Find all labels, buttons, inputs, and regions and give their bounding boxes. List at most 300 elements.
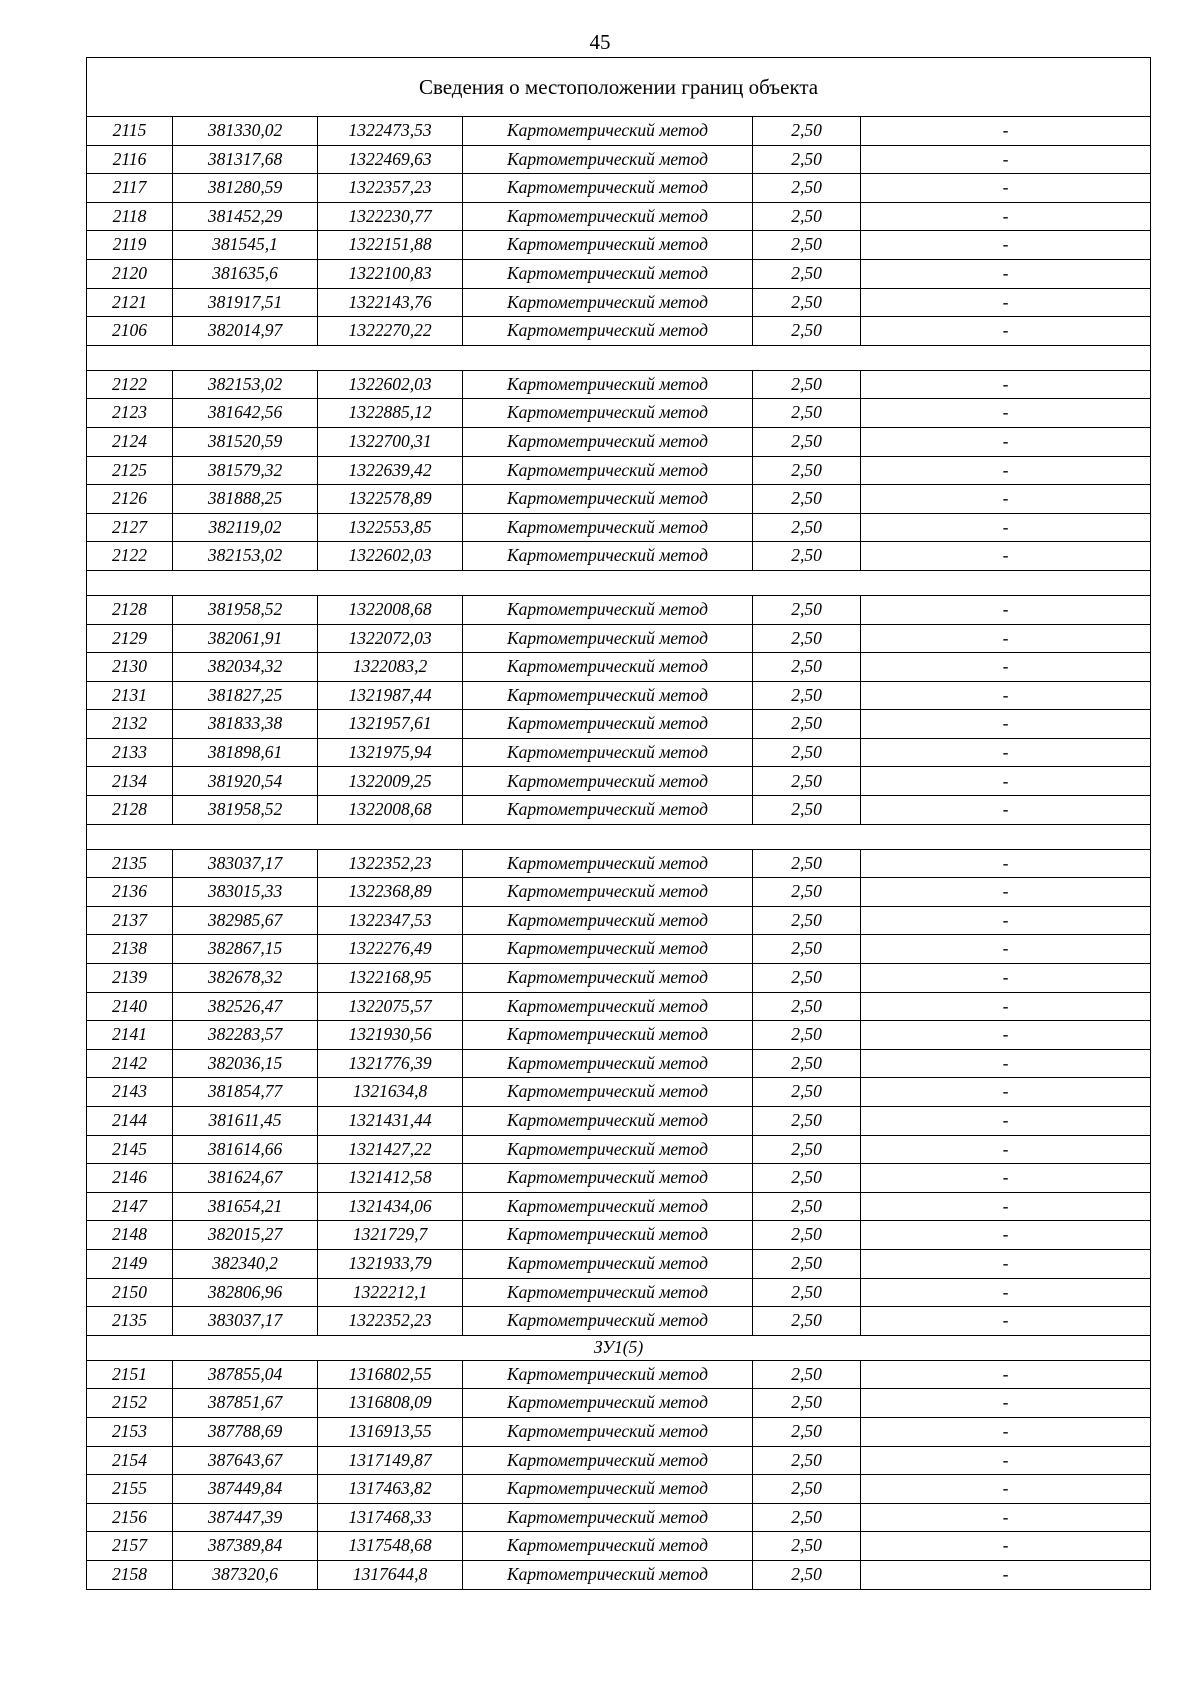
table-row [87,935,1151,964]
method-cell: Картометрический метод [463,288,753,317]
x-coordinate-cell: 382153,02 [173,542,318,571]
y-coordinate-cell: 1322008,68 [318,796,463,825]
method-cell: Картометрический метод [463,1360,753,1389]
accuracy-cell: 2,50 [753,399,861,428]
description-cell: - [861,542,1151,571]
y-coordinate-cell: 1322009,25 [318,767,463,796]
y-coordinate-cell: 1322473,53 [318,117,463,146]
x-coordinate-cell: 387320,6 [173,1560,318,1589]
accuracy-cell: 2,50 [753,1078,861,1107]
table-row [87,259,1151,288]
description-cell: - [861,935,1151,964]
point-number-cell: 2158 [87,1560,173,1589]
x-coordinate-cell: 381452,29 [173,202,318,231]
y-coordinate-cell: 1321987,44 [318,681,463,710]
method-cell: Картометрический метод [463,1560,753,1589]
y-coordinate-cell: 1322352,23 [318,1307,463,1336]
accuracy-cell: 2,50 [753,1475,861,1504]
table-row [87,117,1151,146]
table-row [87,399,1151,428]
description-cell: - [861,1135,1151,1164]
table-row [87,1389,1151,1418]
y-coordinate-cell: 1322553,85 [318,513,463,542]
point-number-cell: 2148 [87,1221,173,1250]
method-cell: Картометрический метод [463,1278,753,1307]
method-cell: Картометрический метод [463,117,753,146]
description-cell: - [861,485,1151,514]
method-cell: Картометрический метод [463,174,753,203]
method-cell: Картометрический метод [463,145,753,174]
description-cell: - [861,1503,1151,1532]
method-cell: Картометрический метод [463,1249,753,1278]
x-coordinate-cell: 381642,56 [173,399,318,428]
method-cell: Картометрический метод [463,1107,753,1136]
accuracy-cell: 2,50 [753,1417,861,1446]
method-cell: Картометрический метод [463,1049,753,1078]
y-coordinate-cell: 1317468,33 [318,1503,463,1532]
description-cell: - [861,1021,1151,1050]
accuracy-cell: 2,50 [753,456,861,485]
description-cell: - [861,1278,1151,1307]
x-coordinate-cell: 382014,97 [173,317,318,346]
description-cell: - [861,1560,1151,1589]
method-cell: Картометрический метод [463,878,753,907]
point-number-cell: 2115 [87,117,173,146]
y-coordinate-cell: 1321634,8 [318,1078,463,1107]
y-coordinate-cell: 1322083,2 [318,653,463,682]
description-cell: - [861,1360,1151,1389]
accuracy-cell: 2,50 [753,542,861,571]
x-coordinate-cell: 387855,04 [173,1360,318,1389]
x-coordinate-cell: 382806,96 [173,1278,318,1307]
accuracy-cell: 2,50 [753,288,861,317]
table-row [87,681,1151,710]
description-cell: - [861,427,1151,456]
description-cell: - [861,456,1151,485]
x-coordinate-cell: 382526,47 [173,992,318,1021]
table-row [87,653,1151,682]
method-cell: Картометрический метод [463,767,753,796]
x-coordinate-cell: 381545,1 [173,231,318,260]
description-cell: - [861,878,1151,907]
point-number-cell: 2153 [87,1417,173,1446]
y-coordinate-cell: 1322578,89 [318,485,463,514]
method-cell: Картометрический метод [463,1389,753,1418]
accuracy-cell: 2,50 [753,1532,861,1561]
point-number-cell: 2106 [87,317,173,346]
x-coordinate-cell: 387447,39 [173,1503,318,1532]
method-cell: Картометрический метод [463,1021,753,1050]
x-coordinate-cell: 381635,6 [173,259,318,288]
accuracy-cell: 2,50 [753,231,861,260]
method-cell: Картометрический метод [463,1307,753,1336]
contour-separator [87,824,1151,849]
x-coordinate-cell: 383037,17 [173,1307,318,1336]
x-coordinate-cell: 381624,67 [173,1164,318,1193]
method-cell: Картометрический метод [463,485,753,514]
table-row [87,1503,1151,1532]
table-row [87,485,1151,514]
x-coordinate-cell: 382015,27 [173,1221,318,1250]
method-cell: Картометрический метод [463,595,753,624]
x-coordinate-cell: 382119,02 [173,513,318,542]
accuracy-cell: 2,50 [753,710,861,739]
method-cell: Картометрический метод [463,935,753,964]
table-row [87,767,1151,796]
table-row [87,738,1151,767]
x-coordinate-cell: 381920,54 [173,767,318,796]
method-cell: Картометрический метод [463,1078,753,1107]
method-cell: Картометрический метод [463,1135,753,1164]
point-number-cell: 2157 [87,1532,173,1561]
x-coordinate-cell: 381898,61 [173,738,318,767]
y-coordinate-cell: 1322212,1 [318,1278,463,1307]
table-row [87,849,1151,878]
table-row [87,796,1151,825]
point-number-cell: 2128 [87,796,173,825]
y-coordinate-cell: 1316808,09 [318,1389,463,1418]
point-number-cell: 2132 [87,710,173,739]
y-coordinate-cell: 1322143,76 [318,288,463,317]
accuracy-cell: 2,50 [753,1503,861,1532]
accuracy-cell: 2,50 [753,653,861,682]
description-cell: - [861,992,1151,1021]
contour-separator [87,570,1151,595]
point-number-cell: 2152 [87,1389,173,1418]
accuracy-cell: 2,50 [753,1389,861,1418]
table-row [87,1221,1151,1250]
table-row [87,595,1151,624]
accuracy-cell: 2,50 [753,1049,861,1078]
x-coordinate-cell: 381854,77 [173,1078,318,1107]
x-coordinate-cell: 381280,59 [173,174,318,203]
table-row [87,174,1151,203]
table-row [87,1532,1151,1561]
point-number-cell: 2133 [87,738,173,767]
y-coordinate-cell: 1317463,82 [318,1475,463,1504]
description-cell: - [861,259,1151,288]
point-number-cell: 2151 [87,1360,173,1389]
method-cell: Картометрический метод [463,427,753,456]
point-number-cell: 2122 [87,542,173,571]
section-heading-row [87,1335,1151,1360]
table-row [87,145,1151,174]
table-row [87,906,1151,935]
y-coordinate-cell: 1322352,23 [318,849,463,878]
y-coordinate-cell: 1321933,79 [318,1249,463,1278]
description-cell: - [861,849,1151,878]
accuracy-cell: 2,50 [753,370,861,399]
point-number-cell: 2128 [87,595,173,624]
y-coordinate-cell: 1316802,55 [318,1360,463,1389]
description-cell: - [861,796,1151,825]
y-coordinate-cell: 1321729,7 [318,1221,463,1250]
accuracy-cell: 2,50 [753,878,861,907]
point-number-cell: 2121 [87,288,173,317]
accuracy-cell: 2,50 [753,1221,861,1250]
point-number-cell: 2130 [87,653,173,682]
point-number-cell: 2127 [87,513,173,542]
description-cell: - [861,317,1151,346]
table-row [87,370,1151,399]
point-number-cell: 2144 [87,1107,173,1136]
point-number-cell: 2143 [87,1078,173,1107]
method-cell: Картометрический метод [463,681,753,710]
point-number-cell: 2146 [87,1164,173,1193]
point-number-cell: 2123 [87,399,173,428]
description-cell: - [861,1192,1151,1221]
accuracy-cell: 2,50 [753,427,861,456]
accuracy-cell: 2,50 [753,849,861,878]
method-cell: Картометрический метод [463,1475,753,1504]
accuracy-cell: 2,50 [753,513,861,542]
method-cell: Картометрический метод [463,370,753,399]
description-cell: - [861,1164,1151,1193]
table-body [87,58,1151,1590]
method-cell: Картометрический метод [463,456,753,485]
table-row [87,1307,1151,1336]
x-coordinate-cell: 382034,32 [173,653,318,682]
x-coordinate-cell: 387851,67 [173,1389,318,1418]
table-row [87,288,1151,317]
accuracy-cell: 2,50 [753,145,861,174]
point-number-cell: 2116 [87,145,173,174]
table-row [87,1021,1151,1050]
method-cell: Картометрический метод [463,1164,753,1193]
description-cell: - [861,1389,1151,1418]
table-title: Сведения о местоположении границ объекта [87,58,1151,117]
y-coordinate-cell: 1321975,94 [318,738,463,767]
x-coordinate-cell: 382036,15 [173,1049,318,1078]
method-cell: Картометрический метод [463,259,753,288]
y-coordinate-cell: 1322469,63 [318,145,463,174]
table-row [87,710,1151,739]
method-cell: Картометрический метод [463,542,753,571]
x-coordinate-cell: 382867,15 [173,935,318,964]
description-cell: - [861,1249,1151,1278]
y-coordinate-cell: 1321930,56 [318,1021,463,1050]
y-coordinate-cell: 1322168,95 [318,964,463,993]
accuracy-cell: 2,50 [753,595,861,624]
y-coordinate-cell: 1322270,22 [318,317,463,346]
x-coordinate-cell: 382340,2 [173,1249,318,1278]
description-cell: - [861,231,1151,260]
x-coordinate-cell: 387788,69 [173,1417,318,1446]
x-coordinate-cell: 381958,52 [173,595,318,624]
accuracy-cell: 2,50 [753,174,861,203]
description-cell: - [861,1446,1151,1475]
accuracy-cell: 2,50 [753,1278,861,1307]
x-coordinate-cell: 382678,32 [173,964,318,993]
point-number-cell: 2125 [87,456,173,485]
point-number-cell: 2147 [87,1192,173,1221]
method-cell: Картометрический метод [463,317,753,346]
y-coordinate-cell: 1321412,58 [318,1164,463,1193]
x-coordinate-cell: 381317,68 [173,145,318,174]
x-coordinate-cell: 381888,25 [173,485,318,514]
x-coordinate-cell: 381520,59 [173,427,318,456]
description-cell: - [861,1307,1151,1336]
description-cell: - [861,1107,1151,1136]
y-coordinate-cell: 1322602,03 [318,542,463,571]
point-number-cell: 2141 [87,1021,173,1050]
point-number-cell: 2154 [87,1446,173,1475]
description-cell: - [861,1475,1151,1504]
accuracy-cell: 2,50 [753,1135,861,1164]
point-number-cell: 2129 [87,624,173,653]
table-row [87,1360,1151,1389]
x-coordinate-cell: 387449,84 [173,1475,318,1504]
boundary-coordinates-table [86,57,1151,1590]
method-cell: Картометрический метод [463,1503,753,1532]
accuracy-cell: 2,50 [753,738,861,767]
x-coordinate-cell: 381917,51 [173,288,318,317]
point-number-cell: 2117 [87,174,173,203]
accuracy-cell: 2,50 [753,1560,861,1589]
table-row [87,1278,1151,1307]
accuracy-cell: 2,50 [753,202,861,231]
table-row [87,1164,1151,1193]
description-cell: - [861,738,1151,767]
table-row [87,1078,1151,1107]
y-coordinate-cell: 1322276,49 [318,935,463,964]
method-cell: Картометрический метод [463,399,753,428]
accuracy-cell: 2,50 [753,624,861,653]
table-row [87,992,1151,1021]
method-cell: Картометрический метод [463,992,753,1021]
table-row [87,878,1151,907]
point-number-cell: 2118 [87,202,173,231]
section-heading: ЗУ1(5) [87,1335,1151,1360]
point-number-cell: 2142 [87,1049,173,1078]
description-cell: - [861,202,1151,231]
y-coordinate-cell: 1322100,83 [318,259,463,288]
description-cell: - [861,767,1151,796]
point-number-cell: 2150 [87,1278,173,1307]
y-coordinate-cell: 1322700,31 [318,427,463,456]
y-coordinate-cell: 1322072,03 [318,624,463,653]
point-number-cell: 2138 [87,935,173,964]
x-coordinate-cell: 382061,91 [173,624,318,653]
point-number-cell: 2139 [87,964,173,993]
description-cell: - [861,653,1151,682]
table-row [87,1560,1151,1589]
method-cell: Картометрический метод [463,513,753,542]
x-coordinate-cell: 382153,02 [173,370,318,399]
y-coordinate-cell: 1322368,89 [318,878,463,907]
description-cell: - [861,1049,1151,1078]
accuracy-cell: 2,50 [753,992,861,1021]
table-row [87,1049,1151,1078]
y-coordinate-cell: 1321427,22 [318,1135,463,1164]
accuracy-cell: 2,50 [753,117,861,146]
method-cell: Картометрический метод [463,796,753,825]
table-row [87,1446,1151,1475]
point-number-cell: 2137 [87,906,173,935]
point-number-cell: 2155 [87,1475,173,1504]
table-row [87,1475,1151,1504]
description-cell: - [861,288,1151,317]
table-row [87,1107,1151,1136]
x-coordinate-cell: 381611,45 [173,1107,318,1136]
table-row [87,427,1151,456]
method-cell: Картометрический метод [463,1417,753,1446]
table-row [87,456,1151,485]
x-coordinate-cell: 383015,33 [173,878,318,907]
method-cell: Картометрический метод [463,624,753,653]
point-number-cell: 2126 [87,485,173,514]
y-coordinate-cell: 1322357,23 [318,174,463,203]
accuracy-cell: 2,50 [753,906,861,935]
method-cell: Картометрический метод [463,906,753,935]
point-number-cell: 2156 [87,1503,173,1532]
method-cell: Картометрический метод [463,964,753,993]
y-coordinate-cell: 1317644,8 [318,1560,463,1589]
y-coordinate-cell: 1322347,53 [318,906,463,935]
y-coordinate-cell: 1321776,39 [318,1049,463,1078]
description-cell: - [861,513,1151,542]
y-coordinate-cell: 1317548,68 [318,1532,463,1561]
table-row [87,1249,1151,1278]
accuracy-cell: 2,50 [753,1249,861,1278]
method-cell: Картометрический метод [463,710,753,739]
y-coordinate-cell: 1321957,61 [318,710,463,739]
table-title-row [87,58,1151,117]
description-cell: - [861,710,1151,739]
accuracy-cell: 2,50 [753,1021,861,1050]
point-number-cell: 2131 [87,681,173,710]
method-cell: Картометрический метод [463,1532,753,1561]
contour-separator-row [87,345,1151,370]
method-cell: Картометрический метод [463,1192,753,1221]
y-coordinate-cell: 1322151,88 [318,231,463,260]
point-number-cell: 2149 [87,1249,173,1278]
description-cell: - [861,145,1151,174]
table-row [87,964,1151,993]
x-coordinate-cell: 381654,21 [173,1192,318,1221]
table-row [87,513,1151,542]
table-row [87,231,1151,260]
accuracy-cell: 2,50 [753,259,861,288]
x-coordinate-cell: 381827,25 [173,681,318,710]
x-coordinate-cell: 387389,84 [173,1532,318,1561]
point-number-cell: 2134 [87,767,173,796]
x-coordinate-cell: 381614,66 [173,1135,318,1164]
y-coordinate-cell: 1322885,12 [318,399,463,428]
point-number-cell: 2124 [87,427,173,456]
x-coordinate-cell: 382283,57 [173,1021,318,1050]
point-number-cell: 2135 [87,1307,173,1336]
point-number-cell: 2120 [87,259,173,288]
description-cell: - [861,117,1151,146]
description-cell: - [861,595,1151,624]
page-number: 45 [589,30,611,54]
accuracy-cell: 2,50 [753,317,861,346]
method-cell: Картометрический метод [463,1446,753,1475]
accuracy-cell: 2,50 [753,1192,861,1221]
description-cell: - [861,174,1151,203]
method-cell: Картометрический метод [463,738,753,767]
description-cell: - [861,906,1151,935]
y-coordinate-cell: 1322230,77 [318,202,463,231]
accuracy-cell: 2,50 [753,1164,861,1193]
y-coordinate-cell: 1322075,57 [318,992,463,1021]
description-cell: - [861,681,1151,710]
table-row [87,317,1151,346]
x-coordinate-cell: 381833,38 [173,710,318,739]
point-number-cell: 2145 [87,1135,173,1164]
table-row [87,202,1151,231]
